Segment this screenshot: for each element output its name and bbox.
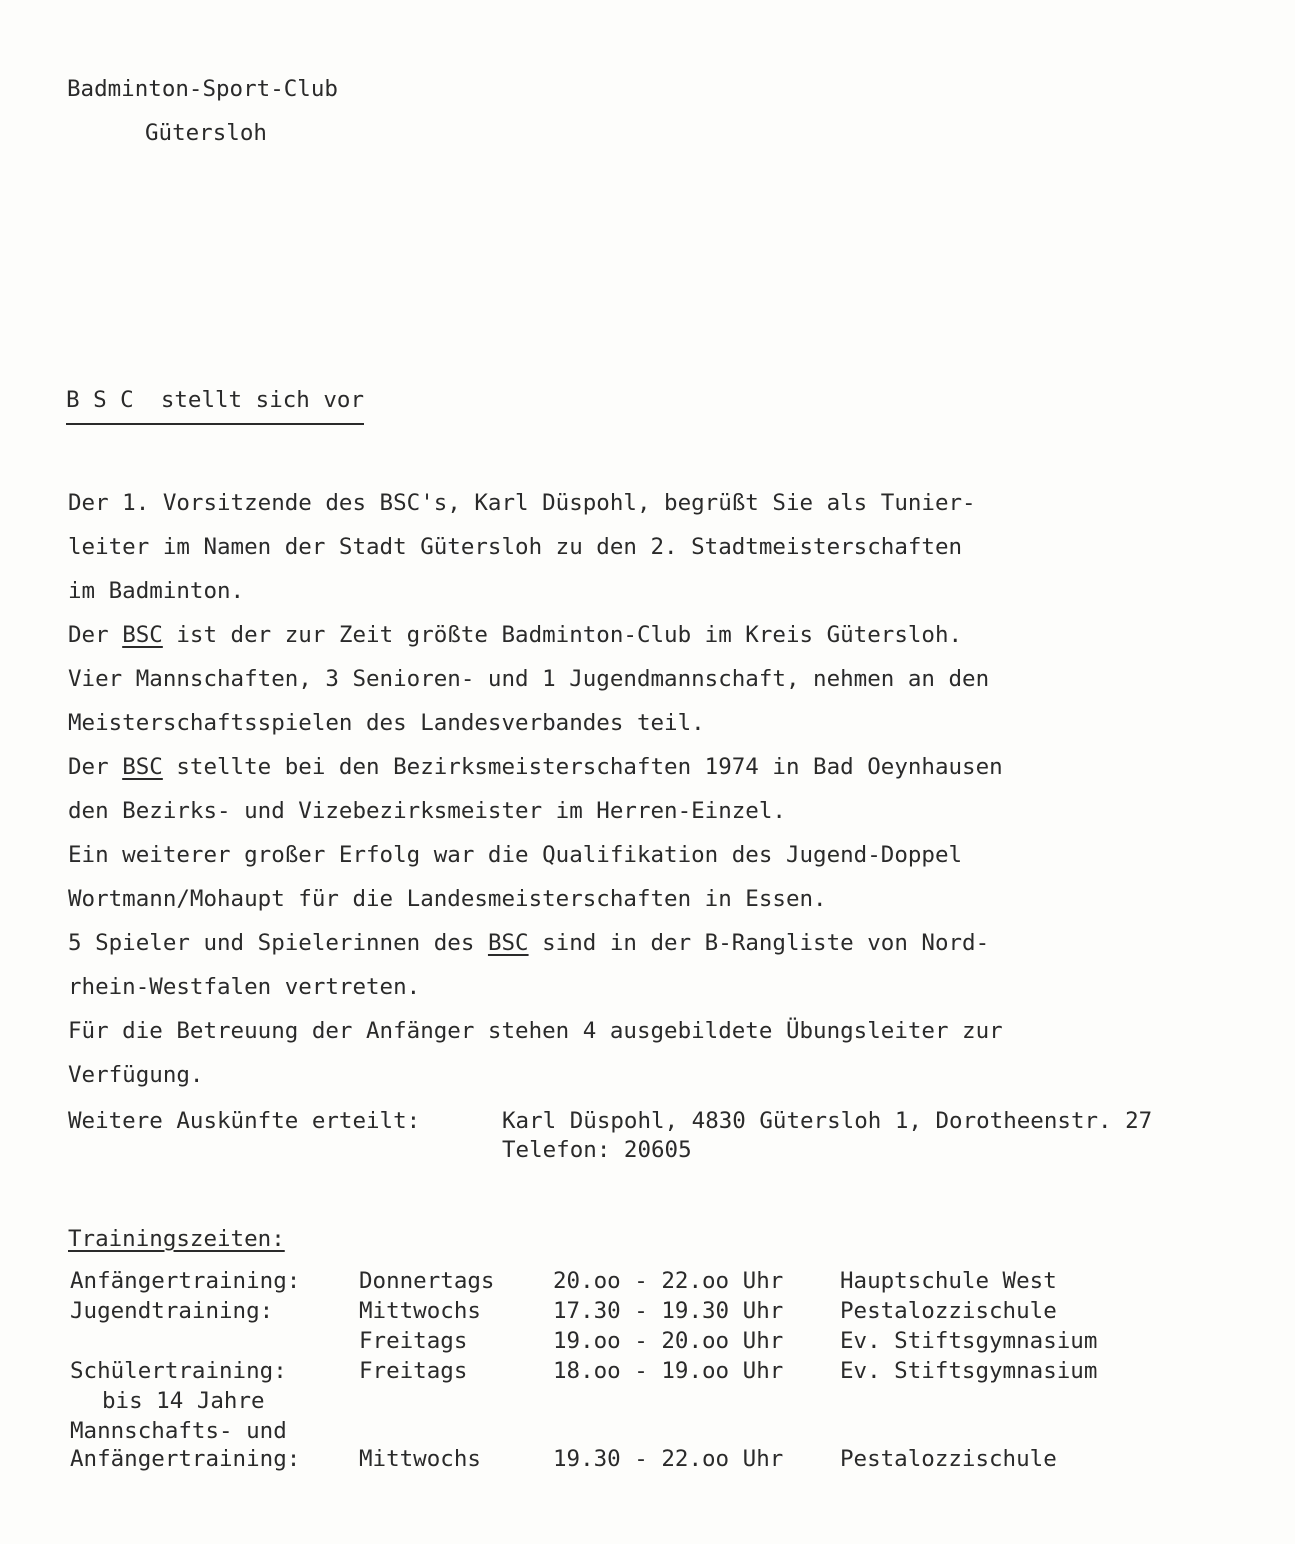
page-heading: B S C stellt sich vor (66, 387, 364, 425)
training-place: Pestalozzischule (840, 1298, 1057, 1324)
text-line: Verfügung. (68, 1062, 204, 1088)
training-day: Mittwochs (359, 1298, 481, 1324)
club-city: Gütersloh (145, 120, 267, 146)
contact-label: Weitere Auskünfte erteilt: (68, 1108, 421, 1134)
training-day: Donnertags (359, 1268, 495, 1294)
text-line: Wortmann/Mohaupt für die Landesmeisterschaften in Essen. (68, 886, 827, 912)
training-title: Trainingszeiten: (68, 1226, 285, 1252)
text-line: im Badminton. (68, 578, 245, 604)
training-time: 18.oo - 19.oo Uhr (553, 1358, 784, 1384)
training-time: 19.oo - 20.oo Uhr (553, 1328, 784, 1354)
text-segment: ist der zur Zeit größte Badminton-Club im Kreis Gütersloh. (162, 622, 963, 648)
training-group: Anfängertraining: (70, 1268, 301, 1294)
text-segment: Der (68, 622, 123, 648)
training-day: Freitags (359, 1358, 468, 1384)
contact-phone: Telefon: 20605 (502, 1137, 692, 1163)
text-line: Vier Mannschaften, 3 Senioren- und 1 Jugendmannschaft, nehmen an den (68, 666, 990, 692)
text-segment: 5 Spieler und Spielerinnen des (68, 930, 488, 956)
text-line: rhein-Westfalen vertreten. (68, 974, 421, 1000)
text-line: den Bezirks- und Vizebezirksmeister im Herren-Einzel. (68, 798, 786, 824)
training-place: Ev. Stiftsgymnasium (840, 1328, 1098, 1354)
contact-address: Karl Düspohl, 4830 Gütersloh 1, Dorotheenstr. 27 (502, 1108, 1153, 1134)
text-segment: Der (68, 754, 123, 780)
text-line: Der 1. Vorsitzende des BSC's, Karl Düspohl, begrüßt Sie als Tunier- (68, 490, 976, 516)
text-line (68, 622, 962, 648)
training-place: Ev. Stiftsgymnasium (840, 1358, 1098, 1384)
text-segment: stellte bei den Bezirksmeisterschaften 1974 in Bad Oeynhausen (162, 754, 1003, 780)
bsc-underlined: BSC (122, 754, 163, 780)
training-group: Jugendtraining: (70, 1298, 274, 1324)
training-time: 19.30 - 22.oo Uhr (553, 1446, 784, 1472)
bsc-underlined: BSC (487, 930, 529, 956)
text-line (68, 930, 989, 956)
text-segment: sind in der B-Rangliste von Nord- (528, 930, 990, 956)
training-day: Freitags (359, 1328, 468, 1354)
training-time: 17.30 - 19.30 Uhr (553, 1298, 784, 1324)
text-line: leiter im Namen der Stadt Gütersloh zu den 2. Stadtmeisterschaften (68, 534, 963, 560)
training-place: Hauptschule West (840, 1268, 1057, 1294)
text-line: Meisterschaftsspielen des Landesverbandes teil. (68, 710, 705, 736)
training-day: Mittwochs (359, 1446, 481, 1472)
training-group: Mannschafts- und (70, 1418, 287, 1444)
training-group: bis 14 Jahre (102, 1388, 265, 1414)
training-place: Pestalozzischule (840, 1446, 1057, 1472)
training-group: Schülertraining: (70, 1358, 287, 1384)
bsc-underlined: BSC (122, 622, 163, 648)
text-line (68, 754, 1003, 780)
training-time: 20.oo - 22.oo Uhr (553, 1268, 784, 1294)
club-name: Badminton-Sport-Club (67, 76, 338, 102)
text-line: Ein weiterer großer Erfolg war die Qualifikation des Jugend-Doppel (68, 842, 963, 868)
text-line: Für die Betreuung der Anfänger stehen 4 ausgebildete Übungsleiter zur (68, 1018, 1003, 1044)
training-group: Anfängertraining: (70, 1446, 301, 1472)
